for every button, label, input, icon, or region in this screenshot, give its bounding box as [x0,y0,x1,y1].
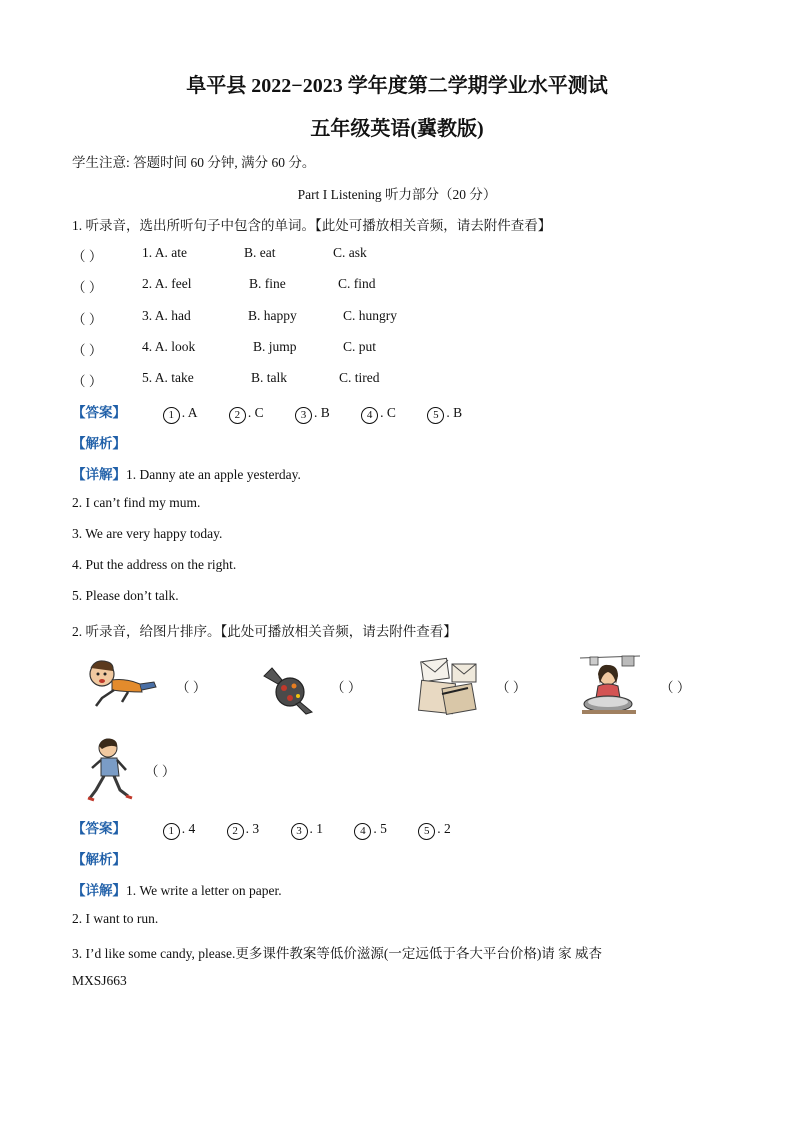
detail-label: 【详解】 [72,883,126,898]
circled-number: 2 [227,823,244,840]
q1-detail-1 [72,463,301,483]
q2-blank-1[interactable]: （ ） [176,680,207,695]
q1-option-c: C. ask [333,245,367,260]
q2-detail-3: 3. I’d like some candy, please.更多课件教案等低价滋源(一定远低于各大平台价格)请 家 威杏 [72,946,603,961]
circled-number: 1 [163,407,180,424]
q2-blank-2[interactable]: （ ） [331,680,362,695]
answer-value: . B [446,405,463,420]
q2-blank-4[interactable]: （ ） [660,680,691,695]
q1-answer-line [72,401,490,424]
answer-blank[interactable]: （ ） [72,343,103,358]
q1-option-b: B. eat [244,245,276,260]
answer-value: . C [247,405,264,420]
answer-value: . 5 [373,821,387,836]
q1-option-a: 1. A. ate [142,245,187,260]
answer-item [229,405,264,424]
washing-girl-picture [578,652,642,718]
answer-value: . 1 [309,821,323,836]
answer-blank[interactable]: （ ） [72,249,103,264]
answer-item [361,405,396,424]
letter-picture [416,656,482,716]
circled-number: 1 [163,823,180,840]
q1-row-1 [72,245,102,265]
answer-value: . 2 [437,821,451,836]
q1-option-c: C. hungry [343,308,397,323]
candy-picture [260,658,318,716]
detail-text: 1. Danny ate an apple yesterday. [126,467,301,482]
q2-blank-5[interactable]: （ ） [145,764,176,779]
q2-prompt: 2. 听录音，给图片排序。【此处可播放相关音频，请去附件查看】 [72,624,457,639]
answer-item [354,821,387,840]
q1-option-a: 5. A. take [142,370,194,385]
q1-row-4 [72,339,102,359]
exam-title: 阜平县 2022−2023 学年度第二学期学业水平测试 [186,75,608,97]
q1-option-c: C. tired [339,370,380,385]
circled-number: 3 [295,407,312,424]
q1-row-3 [72,308,102,328]
answer-item [163,821,196,840]
answer-value: . 4 [181,821,196,836]
detail-text: 1. We write a letter on paper. [126,883,282,898]
q1-option-a: 3. A. had [142,308,191,323]
answer-item [227,821,260,840]
q2-detail-1 [72,879,282,899]
circled-number: 2 [229,407,246,424]
answer-value: . C [380,405,396,420]
running-boy-picture [86,736,136,806]
answer-item [163,405,198,424]
detail-label: 【详解】 [72,467,126,482]
q2-blank-3[interactable]: （ ） [496,680,527,695]
q1-option-b: B. happy [248,308,297,323]
circled-number: 4 [354,823,371,840]
answer-label: 【答案】 [72,821,126,836]
circled-number: 3 [291,823,308,840]
circled-number: 5 [427,407,444,424]
answer-blank[interactable]: （ ） [72,312,103,327]
q1-detail-5: 5. Please don’t talk. [72,588,179,603]
answer-value: . 3 [245,821,260,836]
q1-option-b: B. talk [251,370,287,385]
q2-answer-line [72,817,479,840]
answer-value: . A [181,405,198,420]
footer-code: MXSJ663 [72,973,127,988]
q1-option-c: C. put [343,339,377,354]
answer-item [427,405,462,424]
q1-detail-3: 3. We are very happy today. [72,526,223,541]
analysis-label: 【解析】 [72,436,126,451]
q1-detail-4: 4. Put the address on the right. [72,557,237,572]
analysis-label: 【解析】 [72,852,126,867]
answer-blank[interactable]: （ ） [72,374,103,389]
q1-row-2 [72,276,102,296]
q1-prompt: 1. 听录音，选出所听句子中包含的单词。【此处可播放相关音频，请去附件查看】 [72,218,552,233]
q1-row-5 [72,370,102,390]
part-heading: Part I Listening 听力部分（20 分） [297,187,497,202]
circled-number: 4 [361,407,378,424]
answer-item [295,405,330,424]
answer-blank[interactable]: （ ） [72,280,103,295]
answer-item [291,821,324,840]
answer-label: 【答案】 [72,405,126,420]
q1-option-a: 2. A. feel [142,276,192,291]
answer-value: . B [314,405,330,420]
student-notice: 学生注意: 答题时间 60 分钟, 满分 60 分。 [72,155,316,170]
q1-detail-2: 2. I can’t find my mum. [72,495,201,510]
q2-detail-2: 2. I want to run. [72,911,159,926]
q1-option-c: C. find [338,276,376,291]
q1-option-b: B. fine [249,276,286,291]
exam-subtitle: 五年级英语(冀教版) [310,118,484,140]
q1-option-a: 4. A. look [142,339,196,354]
tired-boy-picture [82,654,160,712]
answer-item [418,821,451,840]
q1-option-b: B. jump [253,339,297,354]
circled-number: 5 [418,823,435,840]
